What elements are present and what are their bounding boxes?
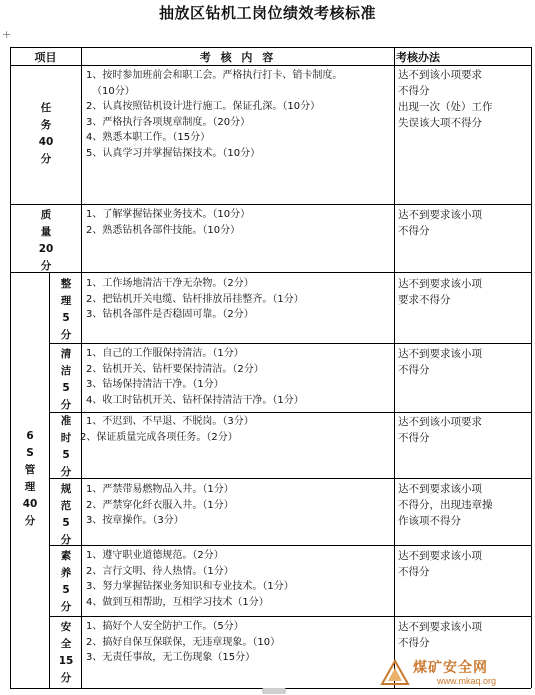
list-item: 1、不迟到、不早退、不脱岗。（3分） — [86, 416, 254, 427]
watermark-url: www.mkaq.org — [437, 676, 497, 686]
list-item: 1、自己的工作服保持清洁。（1分） — [86, 348, 244, 359]
list-item: 1、工作场地清洁干净无杂物。（2分） — [86, 278, 254, 289]
list-item: 1、严禁带易燃物品入井。（1分） — [86, 484, 234, 495]
add-icon: + — [2, 28, 12, 41]
list-item: 4、收工时钻机开关、钻杆保持清洁干净。（1分） — [86, 394, 304, 406]
list-item: 1、搞好个人安全防护工作。（5分） — [86, 621, 244, 632]
six-s-label: 6 S 管 理 40 分 — [22, 430, 38, 527]
list-item: 3、按章操作。（3分） — [86, 515, 184, 526]
task-method: 达不到该小项要求 不得分 出现一次（处）工作 失误该大项不得分 — [398, 69, 493, 129]
list-item: 2、保证质量完成各项任务。（2分） — [80, 431, 238, 443]
list-item: 2、严禁穿化纤衣服入井。（1分） — [86, 499, 234, 511]
sort-method: 达不到要求该小项 要求不得分 — [398, 278, 482, 306]
sub-label-punctual: 准 时 5 分 — [60, 415, 72, 478]
discipline-method: 达不到要求该小项 不得分 — [398, 550, 482, 578]
list-item: （10分） — [92, 85, 135, 97]
watermark-site-name: 煤矿安全网 — [413, 660, 488, 676]
header-content: 考 核 内 容 — [199, 51, 277, 64]
list-item: 2、钻机开关、钻杆要保持清洁。（2分） — [86, 363, 264, 375]
sub-label-sort: 整 理 5 分 — [60, 278, 72, 341]
list-item: 3、钻场保持清洁干净。（1分） — [86, 379, 224, 390]
sub-label-clean: 清 洁 5 分 — [60, 348, 72, 411]
list-item: 3、无责任事故，无工伤现象（15分） — [86, 652, 256, 663]
list-item: 2、搞好自保互保联保，无违章现象。（10） — [86, 636, 281, 648]
task-label: 任 务 40 分 — [38, 102, 54, 165]
list-item: 2、言行文明、待人热情。（1分） — [86, 565, 234, 577]
list-item: 2、熟悉钻机各部件技能。（10分） — [86, 224, 241, 236]
safety-method: 达不到要求该小项 不得分 — [398, 621, 482, 649]
header-method: 考核办法 — [396, 51, 440, 64]
logo-icon — [379, 659, 411, 687]
quality-content — [86, 207, 392, 238]
list-item: 2、把钻机开关电缆、钻杆排放吊挂整齐。（1分） — [86, 293, 304, 305]
sub-label-standard: 规 范 5 分 — [60, 483, 72, 546]
site-watermark — [379, 657, 529, 691]
punctual-content — [80, 414, 392, 445]
list-item: 1、遵守职业道德规范。（2分） — [86, 550, 224, 561]
list-item: 3、努力掌握钻探业务知识和专业技术。（1分） — [86, 581, 294, 592]
list-item: 3、钻机各部件是否稳固可靠。（2分） — [86, 309, 254, 320]
safety-content — [86, 619, 392, 666]
clean-content — [86, 346, 392, 408]
list-item: 2、认真按照钻机设计进行施工。保证孔深。（10分） — [86, 101, 321, 112]
list-item: 5、认真学习并掌握钻探技术。（10分） — [86, 147, 261, 159]
scroll-handle[interactable] — [262, 688, 286, 694]
punctual-method: 达不到该小项要求 不得分 — [398, 416, 482, 444]
standard-method: 达不到要求该小项 不得分，出现违章操 作该项不得分 — [398, 483, 493, 527]
sort-content — [86, 276, 392, 323]
list-item: 1、了解掌握钻探业务技术。（10分） — [86, 209, 251, 220]
list-item: 1、按时参加班前会和职工会。严格执行打卡、销卡制度。 — [86, 70, 343, 81]
sub-label-safety: 安 全 15 分 — [58, 621, 74, 684]
sub-label-discipline: 素 养 5 分 — [60, 550, 72, 613]
list-item: 4、做到互相帮助，互相学习技术（1分） — [86, 596, 269, 608]
list-item: 3、严格执行各项规章制度。（20分） — [86, 116, 251, 128]
clean-method: 达不到要求该小项 不得分 — [398, 348, 482, 376]
page-title: 抽放区钻机工岗位绩效考核标准 — [158, 4, 376, 22]
quality-method: 达不到要求该小项 不得分 — [398, 209, 482, 237]
standard-content — [86, 482, 392, 529]
list-item: 4、熟悉本职工作。（15分） — [86, 132, 211, 143]
header-item: 项目 — [34, 51, 57, 64]
quality-label: 质 量 20 分 — [38, 209, 54, 272]
discipline-content — [86, 548, 392, 610]
task-content — [86, 68, 392, 161]
